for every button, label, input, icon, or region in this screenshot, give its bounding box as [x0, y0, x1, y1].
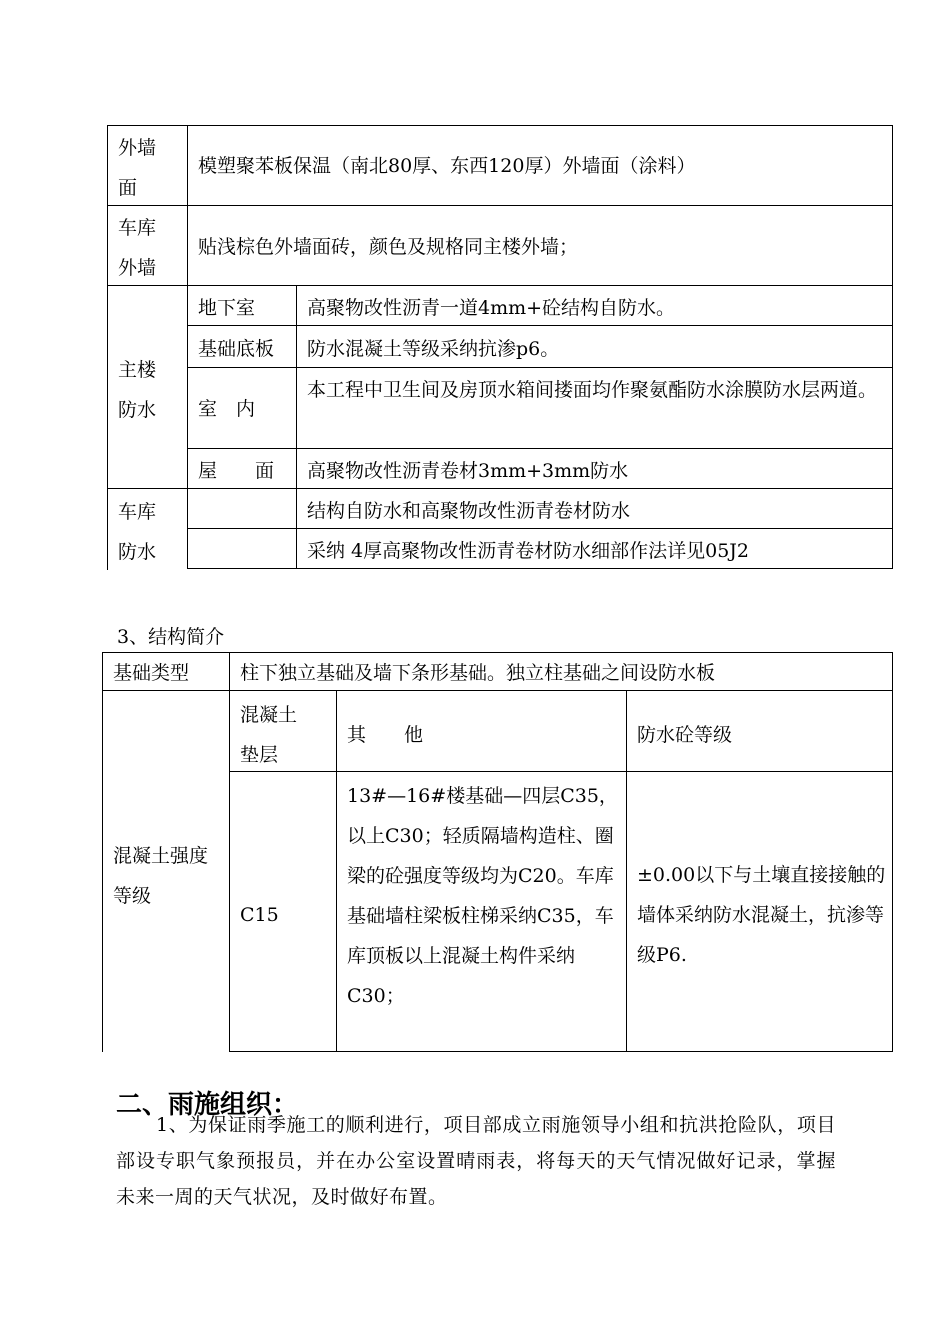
main-waterproof-sub: 屋 面	[198, 460, 275, 482]
concrete-strength-label: 混凝土强度等级	[113, 845, 209, 907]
cushion-header: 混凝土垫层	[240, 704, 298, 766]
waterproof-grade-value: ±0.00以下与土壤直接接触的墙体采纳防水混凝土，抗渗等级P6.	[637, 864, 886, 966]
section-paragraph	[116, 1107, 836, 1215]
table1-border	[107, 285, 893, 286]
garage-waterproof-value: 采纳 4厚高聚物改性沥青卷材防水细部作法详见05J2	[307, 540, 750, 562]
main-waterproof-value: 防水混凝土等级采纳抗渗p6。	[307, 338, 560, 360]
main-waterproof-value: 本工程中卫生间及房顶水箱间搂面均作聚氨酯防水涂膜防水层两道。	[307, 379, 878, 401]
exterior-wall-label: 外墙面	[118, 137, 157, 199]
foundation-type-value: 柱下独立基础及墙下条形基础。独立柱基础之间设防水板	[240, 662, 716, 684]
main-waterproof-value: 高聚物改性沥青一道4mm+砼结构自防水。	[307, 297, 676, 319]
paragraph-text: 1、为保证雨季施工的顺利进行，项目部成立雨施领导小组和抗洪抢险队，项目部设专职气象预报员，并在办公室设置晴雨表，将每天的天气情况做好记录，掌握未来一周的天气状况，及时做好布置。	[116, 1114, 836, 1208]
table2-border	[229, 771, 893, 772]
main-waterproof-sub: 地下室	[198, 297, 256, 319]
section-heading: 二、雨施组织：	[116, 1090, 299, 1120]
main-waterproof-value: 高聚物改性沥青卷材3mm+3mm防水	[307, 460, 629, 482]
table2-border	[892, 652, 893, 1052]
garage-waterproof-value: 结构自防水和高聚物改性沥青卷材防水	[307, 500, 631, 522]
exterior-wall-value: 模塑聚苯板保温（南北80厚、东西120厚）外墙面（涂料）	[198, 155, 696, 177]
section-title: 3、结构简介	[117, 626, 225, 648]
main-waterproof-label: 主楼防水	[118, 359, 157, 421]
foundation-type-label: 基础类型	[113, 662, 190, 684]
other-header: 其 他	[347, 724, 424, 746]
garage-wall-value: 贴浅棕色外墙面砖，颜色及规格同主楼外墙；	[198, 236, 579, 258]
waterproof-grade-header: 防水砼等级	[637, 724, 733, 746]
table1-border	[107, 205, 893, 206]
cushion-value: C15	[240, 904, 279, 926]
table2-border	[229, 1051, 893, 1052]
table1-border	[892, 125, 893, 569]
garage-wall-label: 车库外墙	[118, 217, 157, 279]
other-value: 13#—16#楼基础—四层C35，以上C30；轻质隔墙构造柱、圈梁的砼强度等级均为C20。车库基础墙柱梁板柱梯采纳C35，车库顶板以上混凝土构件采纳C30；	[347, 785, 618, 1007]
garage-waterproof-label: 车库防水	[118, 501, 157, 563]
main-waterproof-sub: 室 内	[198, 398, 256, 420]
table1-border	[187, 448, 893, 449]
table1-border	[107, 125, 893, 126]
main-waterproof-sub: 基础底板	[198, 338, 275, 360]
